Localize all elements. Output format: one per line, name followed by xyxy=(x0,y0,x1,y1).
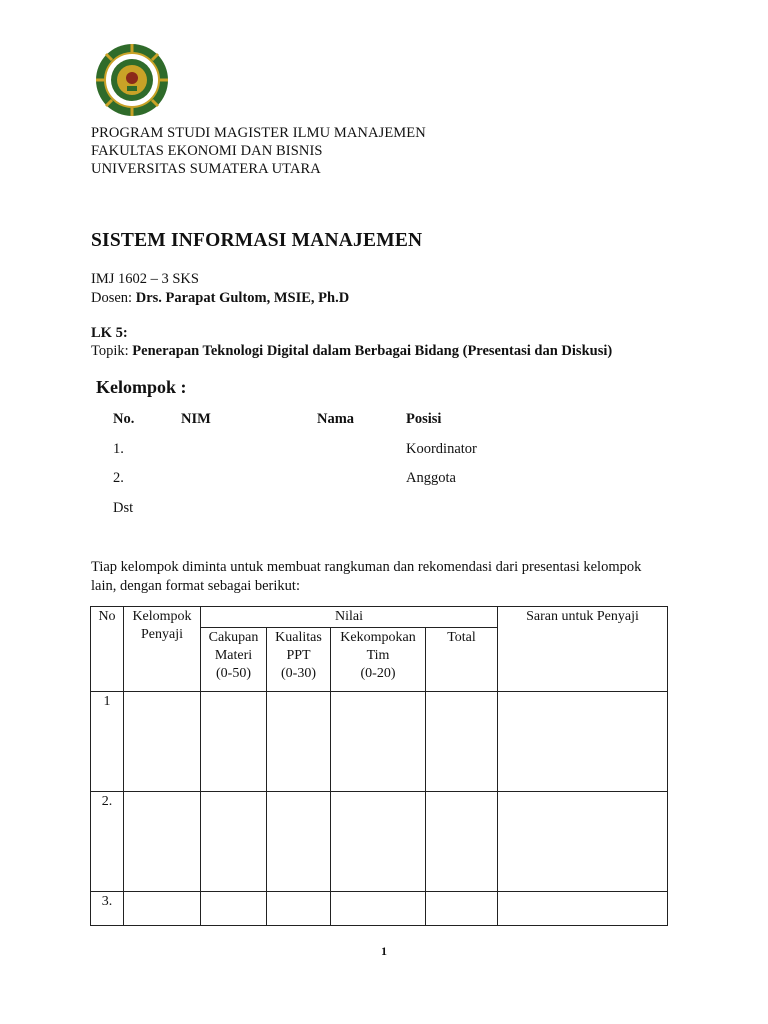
row-number: 1 xyxy=(91,692,124,792)
row-number: 2. xyxy=(91,792,124,892)
instruction-paragraph xyxy=(91,558,676,596)
worksheet-label: LK 5: xyxy=(91,325,128,341)
page-number: 1 xyxy=(381,944,387,958)
header-kelompok-penyaji xyxy=(124,607,201,692)
header-cakupan-materi xyxy=(201,628,267,692)
header-nilai: Nilai xyxy=(201,607,498,628)
header-total xyxy=(426,628,498,692)
header-text: Cakupan xyxy=(208,630,259,645)
lecturer-name: Drs. Parapat Gultom, MSIE, Ph.D xyxy=(135,290,350,306)
institution-header xyxy=(91,124,426,178)
header-text: Penyaji xyxy=(141,627,183,642)
table-row xyxy=(91,692,668,792)
lecturer-line xyxy=(91,290,349,307)
row-number: 3. xyxy=(91,892,124,926)
member-row-posisi: Koordinator xyxy=(406,441,477,457)
group-heading: Kelompok : xyxy=(96,377,187,397)
course-code: IMJ 1602 – 3 SKS xyxy=(91,271,199,287)
member-row-posisi: Anggota xyxy=(406,470,456,486)
header-text: Kekompokan xyxy=(340,630,416,645)
header-text: PPT xyxy=(286,648,311,663)
cell-kekompokan[interactable] xyxy=(331,692,426,792)
cell-cakupan[interactable] xyxy=(201,892,267,926)
cell-kekompokan[interactable] xyxy=(331,792,426,892)
header-text: Kualitas xyxy=(275,630,322,645)
member-row-no: Dst xyxy=(113,500,134,516)
member-header-nim: NIM xyxy=(181,411,211,427)
header-text: Tim xyxy=(366,648,390,663)
evaluation-table xyxy=(90,606,668,926)
program-name: PROGRAM STUDI MAGISTER ILMU MANAJEMEN xyxy=(91,125,426,141)
header-text: Materi xyxy=(214,648,253,663)
topic-label: Topik: xyxy=(91,343,129,359)
cell-kualitas[interactable] xyxy=(267,792,331,892)
header-text: (0-30) xyxy=(281,666,316,681)
cell-saran[interactable] xyxy=(498,692,668,792)
university-name: UNIVERSITAS SUMATERA UTARA xyxy=(91,161,321,177)
header-saran: Saran untuk Penyaji xyxy=(498,607,668,692)
header-text: Total xyxy=(447,630,476,645)
header-text: (0-20) xyxy=(360,666,396,681)
cell-cakupan[interactable] xyxy=(201,792,267,892)
cell-kualitas[interactable] xyxy=(267,892,331,926)
cell-kualitas[interactable] xyxy=(267,692,331,792)
header-kualitas-ppt xyxy=(267,628,331,692)
cell-kelompok[interactable] xyxy=(124,892,201,926)
member-header-nama: Nama xyxy=(317,411,355,427)
cell-saran[interactable] xyxy=(498,892,668,926)
cell-kekompokan[interactable] xyxy=(331,892,426,926)
cell-kelompok[interactable] xyxy=(124,792,201,892)
header-no: No xyxy=(91,607,124,692)
cell-kelompok[interactable] xyxy=(124,692,201,792)
lecturer-label: Dosen: xyxy=(91,290,133,306)
instruction-line: Tiap kelompok diminta untuk membuat rangkuman dan rekomendasi dari presentasi kelompok xyxy=(91,559,642,575)
topic-line xyxy=(91,343,612,360)
member-header-no: No. xyxy=(113,411,135,427)
faculty-name: FAKULTAS EKONOMI DAN BISNIS xyxy=(91,143,323,159)
table-row xyxy=(91,792,668,892)
university-seal-icon xyxy=(94,42,170,118)
member-row-no: 1. xyxy=(113,441,124,457)
topic-text: Penerapan Teknologi Digital dalam Berbagai Bidang (Presentasi dan Diskusi) xyxy=(132,343,613,359)
cell-total[interactable] xyxy=(426,692,498,792)
instruction-line: lain, dengan format sebagai berikut: xyxy=(91,578,300,594)
course-title: SISTEM INFORMASI MANAJEMEN xyxy=(91,230,423,251)
table-row xyxy=(91,892,668,926)
cell-cakupan[interactable] xyxy=(201,692,267,792)
member-row-no: 2. xyxy=(113,470,124,486)
cell-total[interactable] xyxy=(426,792,498,892)
header-kekompokan-tim xyxy=(331,628,426,692)
header-text: Kelompok xyxy=(132,609,192,624)
cell-total[interactable] xyxy=(426,892,498,926)
header-text: (0-50) xyxy=(216,666,251,681)
cell-saran[interactable] xyxy=(498,792,668,892)
member-header-posisi: Posisi xyxy=(406,411,442,427)
